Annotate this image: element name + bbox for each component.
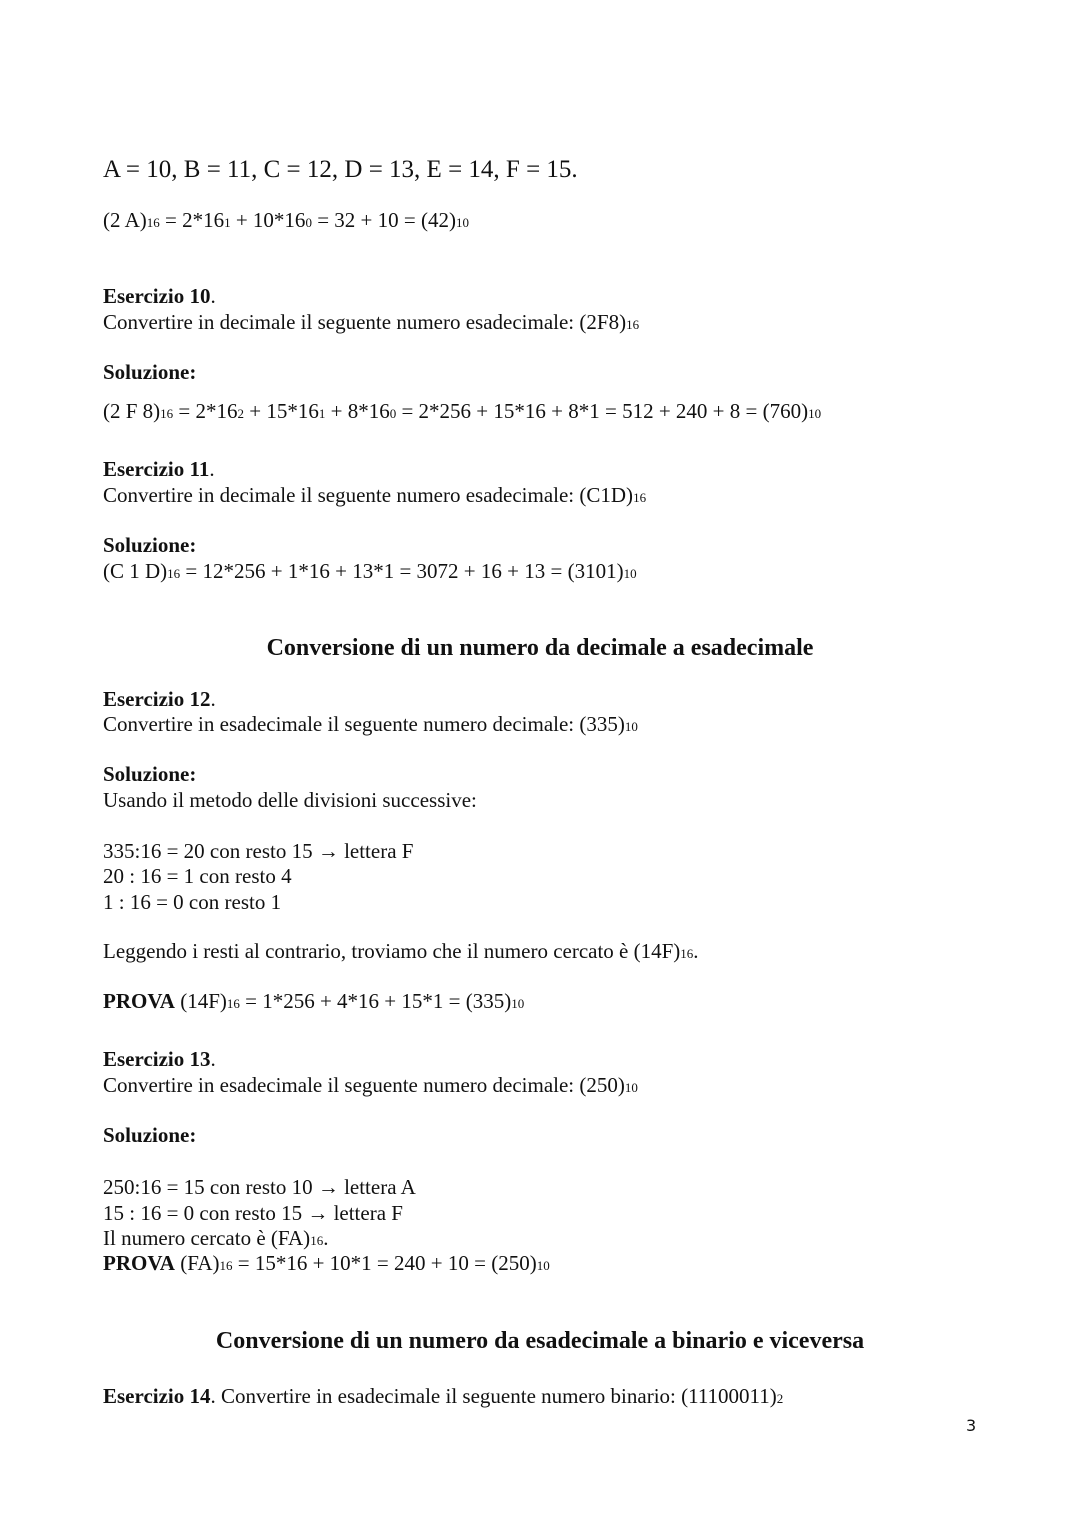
- section-heading-hex-binary: Conversione di un numero da esadecimale a binario e viceversa: [215, 1328, 865, 1354]
- exercise-12-title: Esercizio 12.: [103, 687, 216, 711]
- exercise-14-line: Esercizio 14. Convertire in esadecimale il seguente numero binario: (11100011)2: [103, 1384, 784, 1408]
- exercise-10-solution-label: Soluzione:: [103, 360, 197, 384]
- exercise-12-step: 335:16 = 20 con resto 15 → lettera F: [103, 839, 414, 863]
- exercise-10-solution: (2 F 8)16 = 2*162 + 15*161 + 8*160 = 2*256 + 15*16 + 8*1 = 512 + 240 + 8 = (760)10: [103, 399, 822, 423]
- exercise-13-step: 15 : 16 = 0 con resto 15 → lettera F: [103, 1201, 403, 1225]
- hex-example: (2 A)16 = 2*161 + 10*160 = 32 + 10 = (42)10: [103, 208, 469, 232]
- exercise-13-proof: PROVA (FA)16 = 15*16 + 10*1 = 240 + 10 = (250)10: [103, 1251, 550, 1275]
- exercise-12-prompt: Convertire in esadecimale il seguente numero decimale: (335)10: [103, 712, 638, 736]
- exercise-13-result: Il numero cercato è (FA)16.: [103, 1226, 329, 1250]
- exercise-13-title: Esercizio 13.: [103, 1047, 216, 1071]
- section-heading-dec-to-hex: Conversione di un numero da decimale a esadecimale: [266, 635, 814, 661]
- exercise-11-title: Esercizio 11.: [103, 457, 215, 481]
- exercise-11-solution: (C 1 D)16 = 12*256 + 1*16 + 13*1 = 3072 + 16 + 13 = (3101)10: [103, 559, 637, 583]
- exercise-13-step: 250:16 = 15 con resto 10 → lettera A: [103, 1175, 416, 1199]
- page-number: 3: [966, 1416, 977, 1435]
- exercise-12-solution-label: Soluzione:: [103, 762, 197, 786]
- hex-values-line: A = 10, B = 11, C = 12, D = 13, E = 14, F = 15.: [103, 156, 578, 183]
- exercise-12-method: Usando il metodo delle divisioni successive:: [103, 788, 477, 812]
- exercise-12-reading: Leggendo i resti al contrario, troviamo che il numero cercato è (14F)16.: [103, 939, 699, 963]
- exercise-12-step: 20 : 16 = 1 con resto 4: [103, 864, 292, 888]
- exercise-13-solution-label: Soluzione:: [103, 1123, 197, 1147]
- exercise-11-prompt: Convertire in decimale il seguente numero esadecimale: (C1D)16: [103, 483, 647, 507]
- exercise-13-prompt: Convertire in esadecimale il seguente numero decimale: (250)10: [103, 1073, 638, 1097]
- exercise-11-solution-label: Soluzione:: [103, 533, 197, 557]
- exercise-12-proof: PROVA (14F)16 = 1*256 + 4*16 + 15*1 = (335)10: [103, 989, 525, 1013]
- exercise-10-prompt: Convertire in decimale il seguente numero esadecimale: (2F8)16: [103, 310, 640, 334]
- exercise-10-title: Esercizio 10.: [103, 284, 216, 308]
- exercise-12-step: 1 : 16 = 0 con resto 1: [103, 890, 282, 914]
